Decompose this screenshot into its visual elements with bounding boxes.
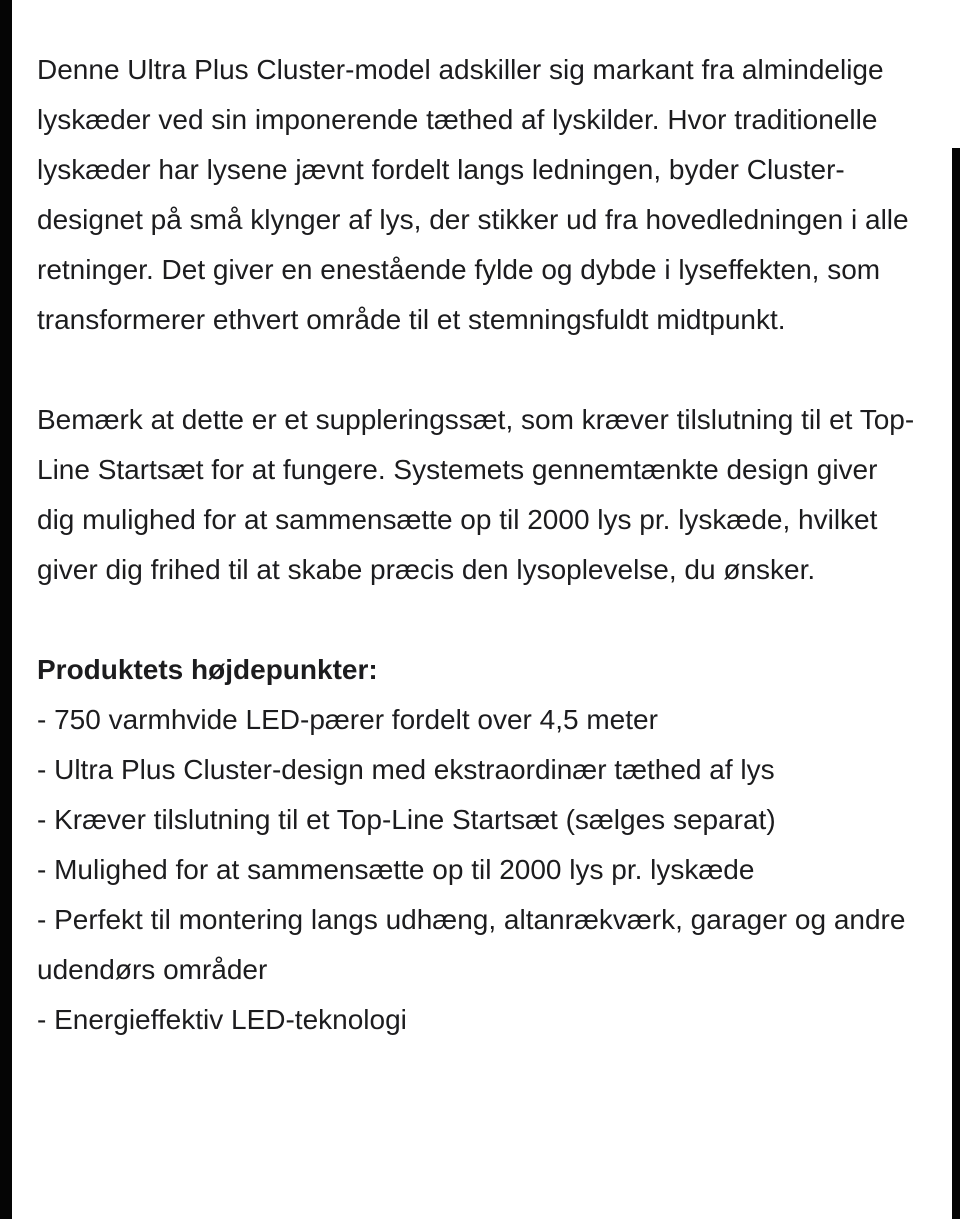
left-edge-strip bbox=[0, 0, 12, 1219]
highlight-item: - Ultra Plus Cluster-design med ekstraordinær tæthed af lys bbox=[37, 754, 775, 785]
highlight-item: - Mulighed for at sammensætte op til 2000 lys pr. lyskæde bbox=[37, 854, 755, 885]
highlight-item: - Energieffektiv LED-teknologi bbox=[37, 1004, 407, 1035]
highlights-heading: Produktets højdepunkter: bbox=[37, 654, 378, 685]
description-paragraph-2: Bemærk at dette er et suppleringssæt, som kræver tilslutning til et Top-Line Startsæt for at fungere. Systemets gennemtænkte design giver dig mulighed for at sammensætte op til 2000 lys pr. lyskæde, hvilket giver dig frihed til at skabe præcis den lysoplevelse, du ønsker. bbox=[37, 404, 915, 585]
description-content bbox=[37, 45, 921, 1045]
highlight-item: - Perfekt til montering langs udhæng, altanrækværk, garager og andre udendørs områder bbox=[37, 904, 906, 985]
highlight-item: - Kræver tilslutning til et Top-Line Startsæt (sælges separat) bbox=[37, 804, 776, 835]
description-paragraph-1: Denne Ultra Plus Cluster-model adskiller sig markant fra almindelige lyskæder ved sin imponerende tæthed af lyskilder. Hvor traditionelle lyskæder har lysene jævnt fordelt langs ledningen, byder Cluster-designet på små klynger af lys, der stikker ud fra hovedledningen i alle retninger. Det giver en enestående fylde og dybde i lyseffekten, som transformerer ethvert område til et stemningsfuldt midtpunkt. bbox=[37, 54, 909, 335]
right-edge-strip bbox=[952, 148, 960, 1219]
highlight-item: - 750 varmhvide LED-pærer fordelt over 4,5 meter bbox=[37, 704, 658, 735]
highlights-list bbox=[37, 695, 921, 1045]
